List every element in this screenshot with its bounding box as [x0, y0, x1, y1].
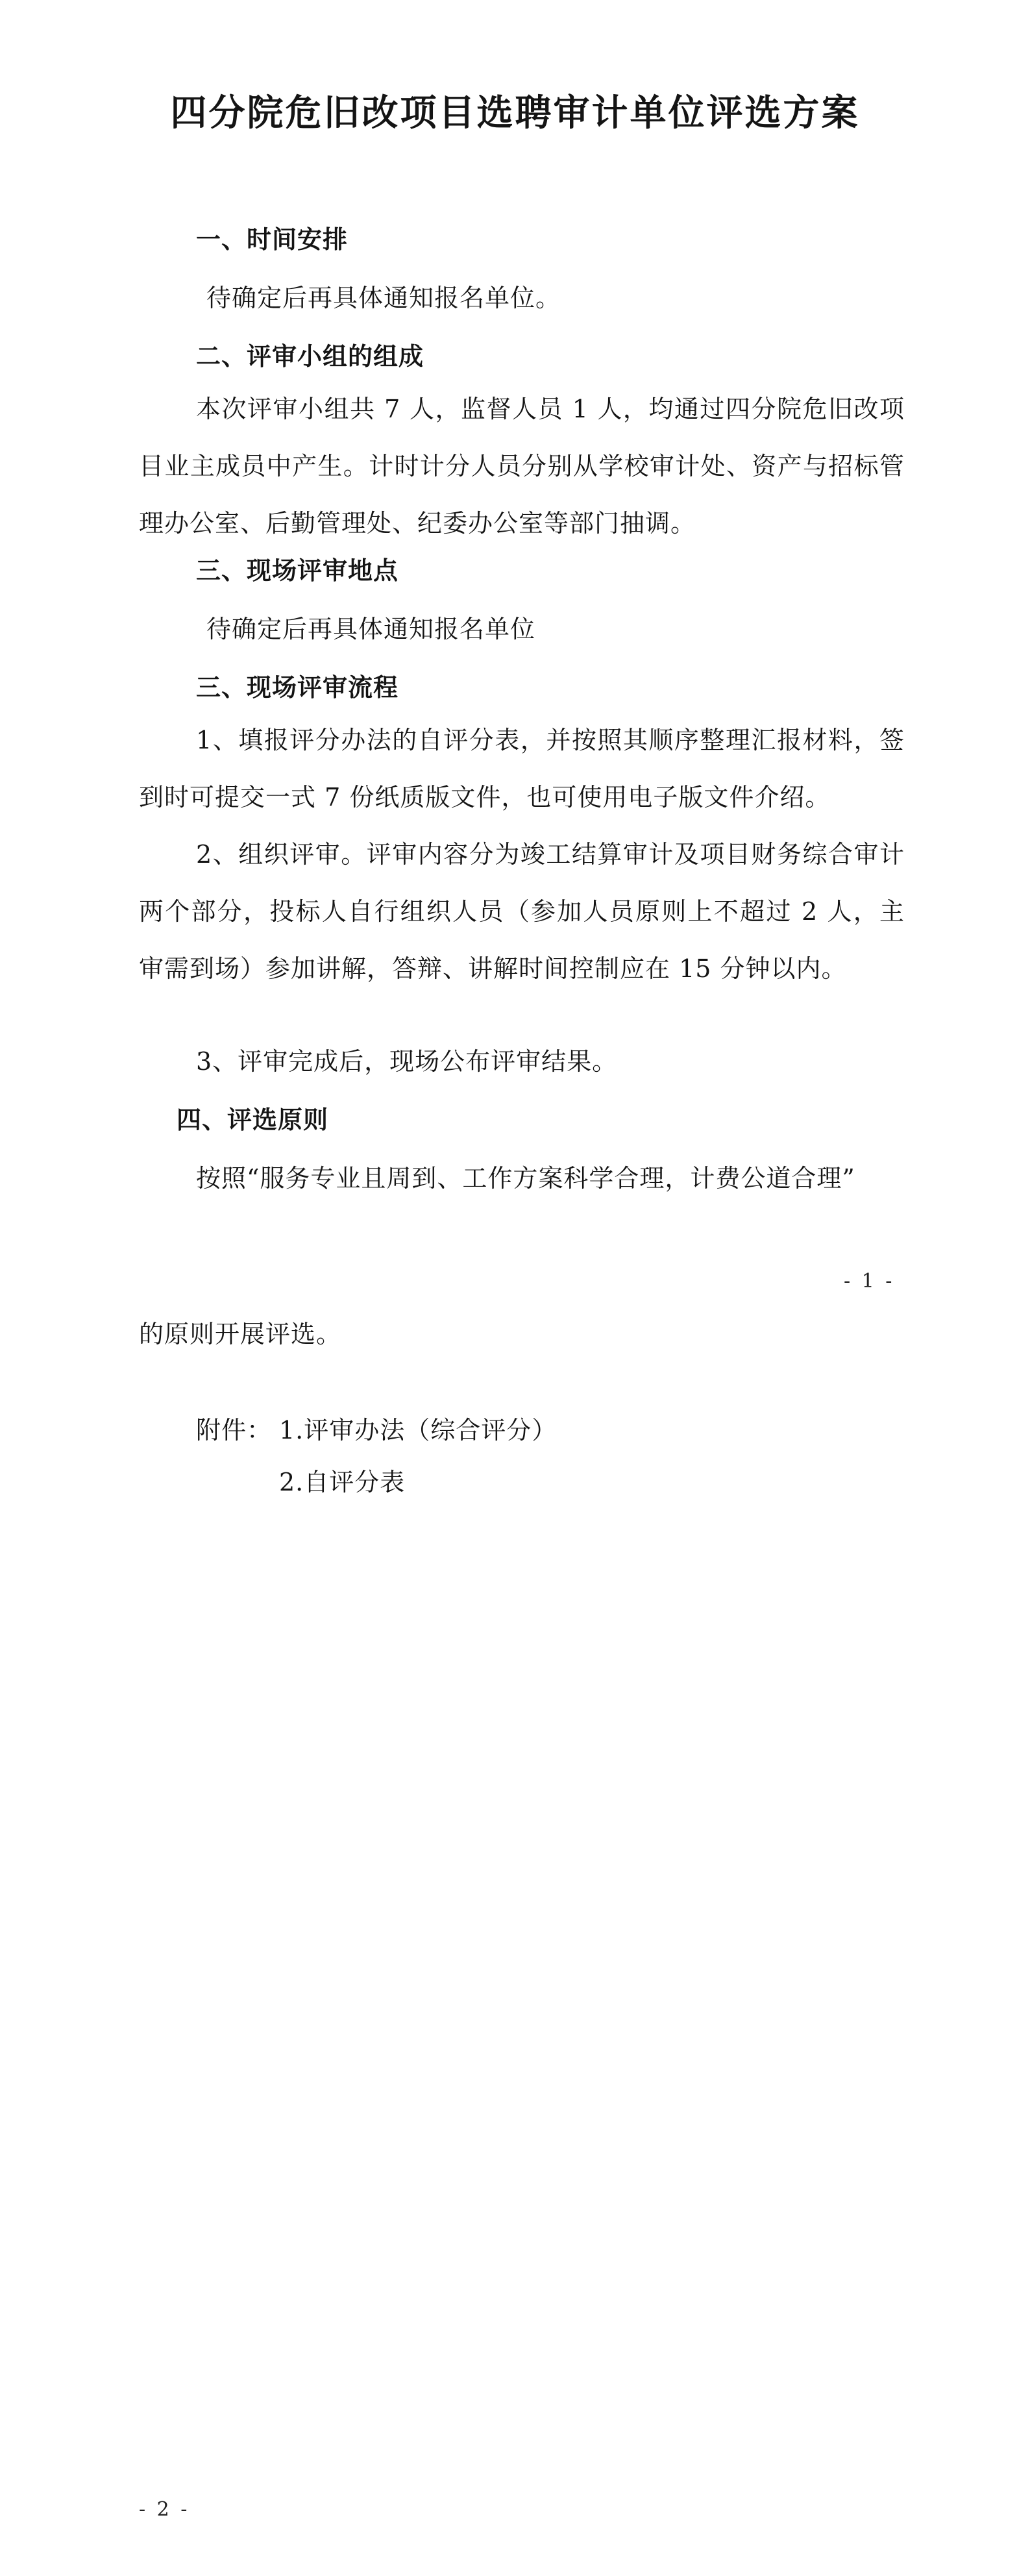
page-number-1: - 1 -: [844, 1270, 895, 1293]
section-heading-principle: 四、评选原则: [177, 1105, 329, 1134]
process-item-1: 1、填报评分办法的自评分表，并按照其顺序整理汇报材料，签到时可提交一式 7 份纸质版文件，也可使用电子版文件介绍。: [139, 726, 905, 811]
section-heading-panel: 二、评审小组的组成: [196, 341, 424, 371]
attachments-label: 附件：: [196, 1416, 273, 1444]
section-heading-process: 三、现场评审流程: [196, 673, 399, 702]
section-heading-time: 一、时间安排: [196, 225, 349, 254]
section-text-panel: 本次评审小组共 7 人，监督人员 1 人，均通过四分院危旧改项目业主成员中产生。计时计分人员分别从学校审计处、资产与招标管理办公室、后勤管理处、纪委办公室等部门抽调。: [139, 395, 905, 538]
section-text-time: 待确定后再具体通知报名单位。: [206, 284, 561, 312]
process-item-3: 3、评审完成后，现场公布评审结果。: [196, 1047, 618, 1076]
section-heading-location: 三、现场评审地点: [196, 556, 399, 585]
attachment-item-1: 1.评审办法（综合评分）: [279, 1416, 558, 1444]
section-text-principle-page2: 的原则开展评选。: [139, 1320, 342, 1348]
document-title: 四分院危旧改项目选聘审计单位评选方案: [170, 92, 860, 134]
section-text-principle-page1: 按照“服务专业且周到、工作方案科学合理，计费公道合理”: [196, 1164, 855, 1193]
process-item-2: 2、组织评审。评审内容分为竣工结算审计及项目财务综合审计两个部分，投标人自行组织人员（参加人员原则上不超过 2 人，主审需到场）参加讲解，答辩、讲解时间控制应在 15 分钟以内。: [139, 840, 905, 983]
attachment-item-2: 2.自评分表: [279, 1468, 406, 1496]
page-number-2: - 2 -: [139, 2498, 190, 2521]
section-text-location: 待确定后再具体通知报名单位: [206, 615, 536, 643]
